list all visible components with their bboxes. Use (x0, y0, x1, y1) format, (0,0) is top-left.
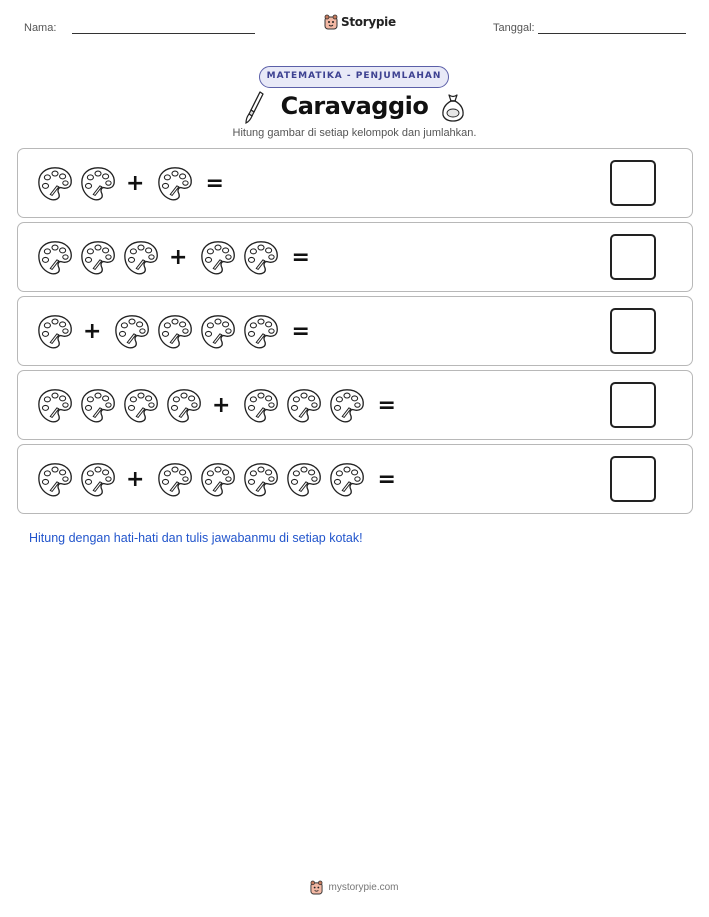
answer-box[interactable] (610, 160, 656, 206)
plus-sign: + (126, 171, 145, 196)
palette-icon (79, 239, 117, 277)
title-area (0, 90, 709, 124)
palette-icon (285, 461, 323, 499)
worksheet-header (0, 14, 709, 44)
palette-icon (199, 461, 237, 499)
palette-icon (122, 387, 160, 425)
name-write-line[interactable] (72, 33, 255, 34)
storypie-mascot-icon (310, 880, 323, 895)
footer-url[interactable]: mystorypie.com (328, 882, 399, 893)
problem-expression (36, 312, 322, 352)
palette-icon (36, 387, 74, 425)
equals-sign: = (377, 467, 396, 492)
palette-icon (165, 387, 203, 425)
palette-icon (113, 313, 151, 351)
answer-box[interactable] (610, 456, 656, 502)
palette-icon (199, 239, 237, 277)
equals-sign: = (377, 393, 396, 418)
palette-icon (199, 313, 237, 351)
palette-icon (36, 461, 74, 499)
palette-icon (328, 461, 366, 499)
equals-sign: = (291, 319, 310, 344)
plus-sign: + (169, 245, 188, 270)
palette-icon (79, 165, 117, 203)
problem-expression (36, 238, 322, 278)
hint-text: Hitung dengan hati-hati dan tulis jawabanmu di setiap kotak! (29, 531, 363, 545)
problem-row (17, 296, 693, 366)
date-write-line[interactable] (538, 33, 686, 34)
brand-name: Storypie (341, 15, 396, 29)
footer (0, 880, 709, 895)
palette-icon (122, 239, 160, 277)
problem-row (17, 444, 693, 514)
palette-icon (242, 461, 280, 499)
palette-icon (36, 239, 74, 277)
palette-icon (156, 313, 194, 351)
plus-sign: + (83, 319, 102, 344)
subject-tag: MATEMATIKA - PENJUMLAHAN (259, 66, 449, 88)
palette-icon (328, 387, 366, 425)
brand-logo (324, 14, 396, 30)
instructions: Hitung gambar di setiap kelompok dan jumlahkan. (232, 127, 477, 139)
problem-row (17, 370, 693, 440)
palette-icon (242, 313, 280, 351)
equals-sign: = (205, 171, 224, 196)
palette-icon (36, 313, 74, 351)
palette-icon (285, 387, 323, 425)
problem-expression (36, 164, 236, 204)
plus-sign: + (212, 393, 231, 418)
problem-expression (36, 386, 408, 426)
problem-row (17, 222, 693, 292)
page-title: Caravaggio (280, 92, 429, 120)
answer-box[interactable] (610, 234, 656, 280)
answer-box[interactable] (610, 308, 656, 354)
palette-icon (79, 387, 117, 425)
palette-icon (156, 165, 194, 203)
plus-sign: + (126, 467, 145, 492)
palette-icon (242, 239, 280, 277)
palette-icon (242, 387, 280, 425)
date-label: Tanggal: (493, 22, 535, 34)
palette-icon (36, 165, 74, 203)
palette-icon (79, 461, 117, 499)
problem-expression (36, 460, 408, 500)
storypie-mascot-icon (324, 14, 338, 30)
pouch-icon (440, 92, 466, 122)
palette-icon (156, 461, 194, 499)
name-label: Nama: (24, 22, 57, 34)
equals-sign: = (291, 245, 310, 270)
problem-row (17, 148, 693, 218)
answer-box[interactable] (610, 382, 656, 428)
